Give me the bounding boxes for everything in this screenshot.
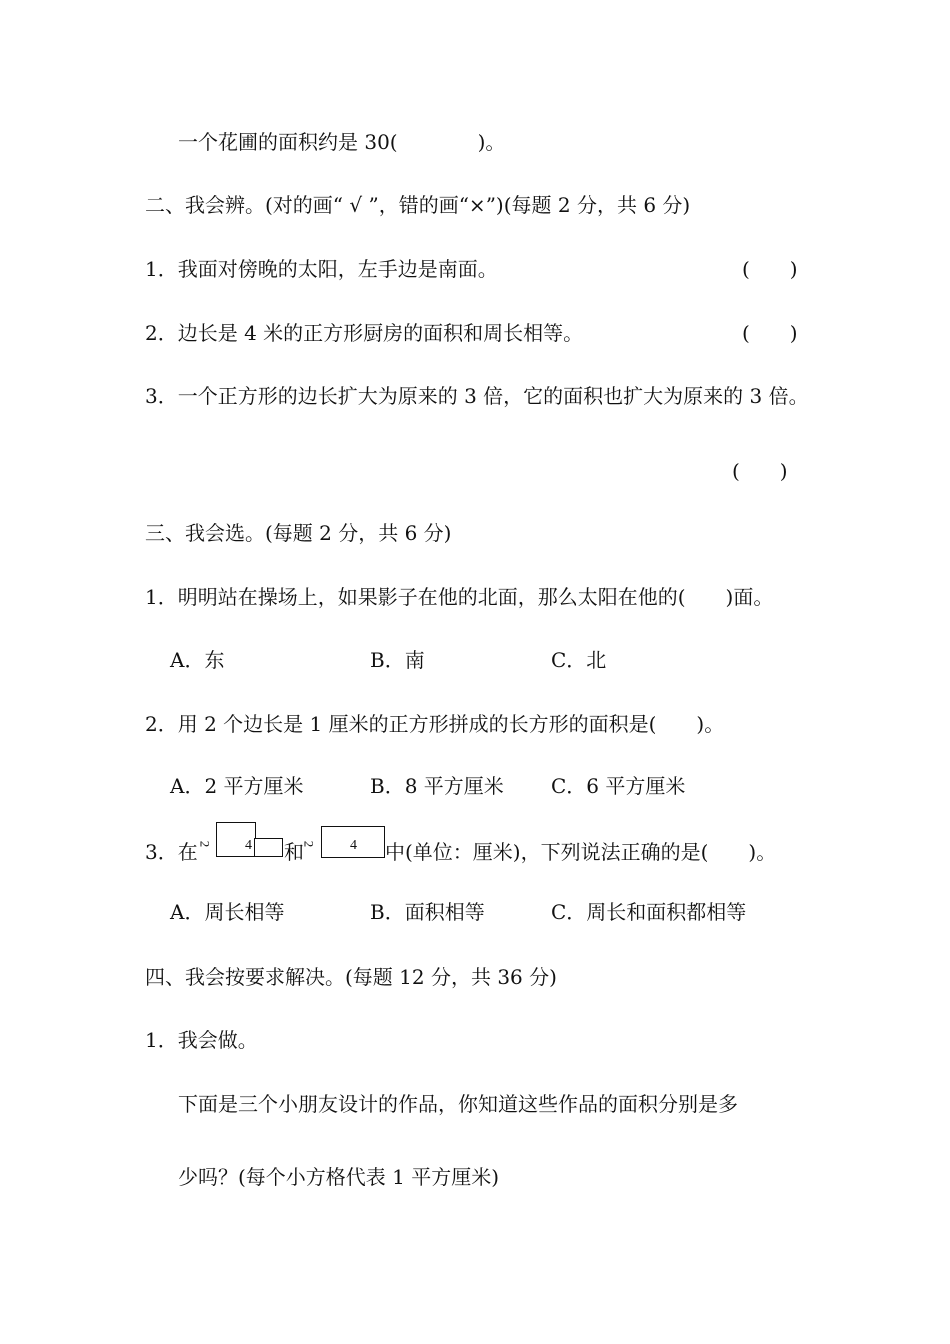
section3-heading: 三、我会选。(每题 2 分，共 6 分) [145, 521, 452, 545]
section3-q1-option-a[interactable]: A．东 [170, 648, 225, 672]
section4-q1-text-line2: 少吗？(每个小方格代表 1 平方厘米) [178, 1165, 500, 1189]
section3-q2-option-c[interactable]: C．6 平方厘米 [551, 774, 686, 798]
section4-q1-text-line1: 下面是三个小朋友设计的作品，你知道这些作品的面积分别是多 [178, 1092, 738, 1116]
section2-q3-answer-paren[interactable]: ( ) [732, 459, 788, 483]
section2-q1: 1．我面对傍晚的太阳，左手边是南面。 [145, 257, 498, 281]
section3-q3-prefix: 3．在 [145, 840, 198, 864]
q3-figure-1-bottom-label: 4 [245, 838, 252, 853]
section3-q3-option-c[interactable]: C．周长和面积都相等 [551, 900, 747, 924]
section3-q2: 2．用 2 个边长是 1 厘米的正方形拼成的长方形的面积是( )。 [145, 712, 725, 736]
section3-q3-option-a[interactable]: A．周长相等 [170, 900, 285, 924]
q3-figure-1-right-square [254, 838, 283, 857]
section2-q2-answer-paren[interactable]: ( ) [742, 321, 798, 345]
section3-q2-option-b[interactable]: B．8 平方厘米 [370, 774, 504, 798]
q3-figure-1 [197, 820, 285, 860]
section2-q3: 3．一个正方形的边长扩大为原来的 3 倍，它的面积也扩大为原来的 3 倍。 [145, 384, 809, 408]
section3-q1: 1．明明站在操场上，如果影子在他的北面，那么太阳在他的( )面。 [145, 585, 774, 609]
section2-heading: 二、我会辨。(对的画“ √ ”，错的画“×”)(每题 2 分，共 6 分) [145, 193, 691, 217]
q3-figure-2-bottom-label: 4 [350, 838, 357, 853]
section3-q1-option-b[interactable]: B．南 [370, 648, 425, 672]
section3-q1-option-c[interactable]: C．北 [551, 648, 607, 672]
section2-q1-answer-paren[interactable]: ( ) [742, 257, 798, 281]
intro-line: 一个花圃的面积约是 30( )。 [178, 130, 506, 154]
section3-q3-option-b[interactable]: B．面积相等 [370, 900, 485, 924]
q3-figure-2-side-label: 2 [301, 840, 317, 848]
section2-q2: 2．边长是 4 米的正方形厨房的面积和周长相等。 [145, 321, 584, 345]
section4-heading: 四、我会按要求解决。(每题 12 分，共 36 分) [145, 965, 557, 989]
q3-figure-2 [301, 820, 389, 860]
q3-figure-1-side-label: 2 [197, 840, 213, 848]
section4-q1: 1．我会做。 [145, 1028, 258, 1052]
section3-q3-middle: 和 [284, 840, 304, 864]
section3-q3-suffix: 中(单位：厘米)，下列说法正确的是( )。 [385, 840, 777, 864]
section3-q2-option-a[interactable]: A．2 平方厘米 [170, 774, 304, 798]
